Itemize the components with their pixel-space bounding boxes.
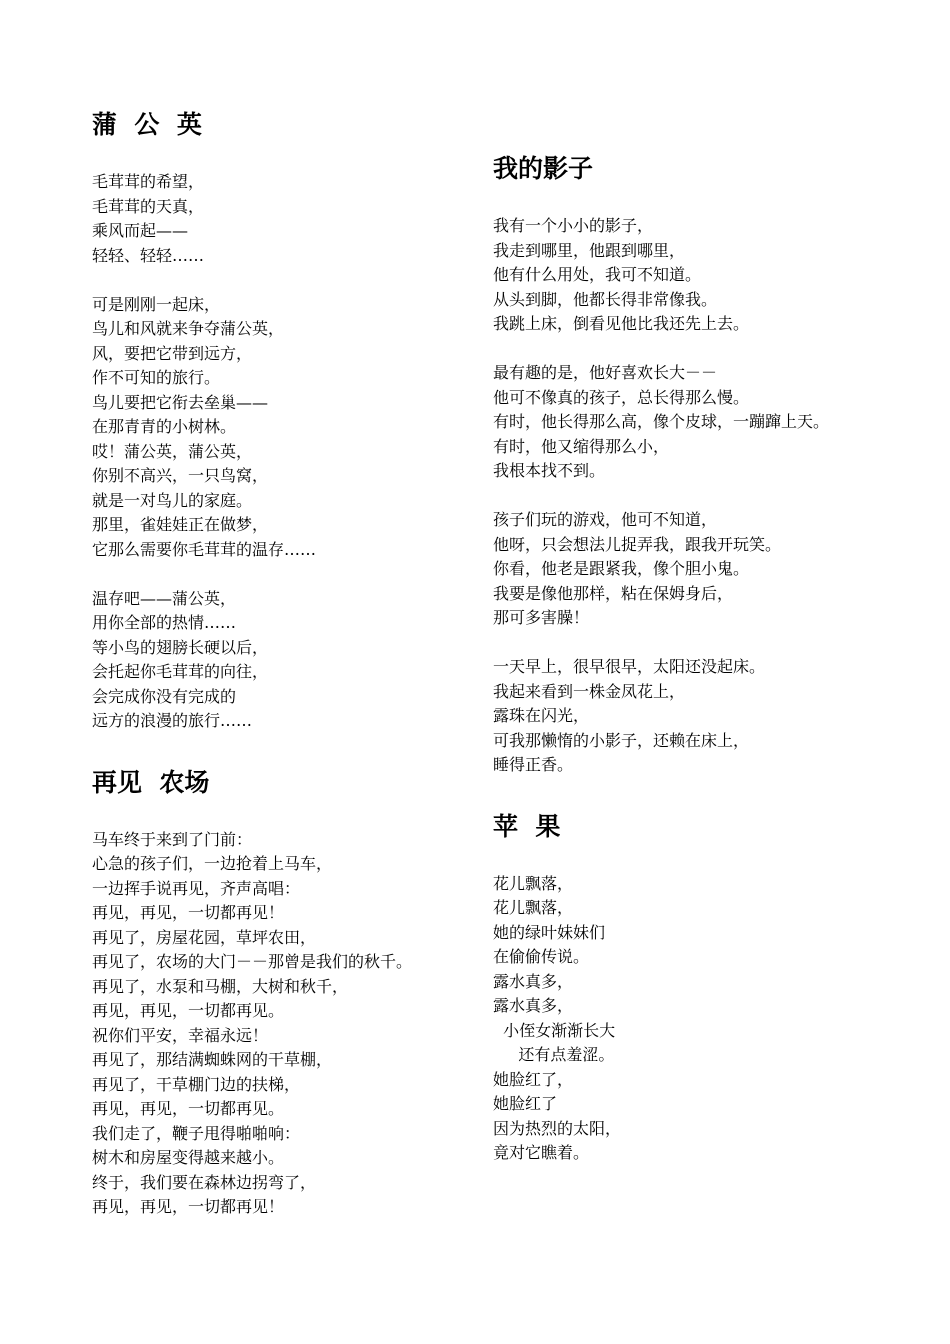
right-column <box>493 152 893 1166</box>
poem-line: 我要是像他那样，粘在保姆身后， <box>493 583 734 603</box>
poem-line: 她脸红了， <box>493 1069 574 1089</box>
poem-line: 花儿飘落， <box>493 873 574 893</box>
poem-line: 会完成你没有完成的 <box>92 686 237 706</box>
poem-line: 作不可知的旅行。 <box>92 368 221 387</box>
stanza <box>92 293 492 563</box>
poem-line: 会托起你毛茸茸的向往， <box>92 662 269 681</box>
poem-line: 一天早上，很早很早，太阳还没起床。 <box>493 657 766 676</box>
poem-line: 毛茸茸的天真， <box>92 196 205 216</box>
poem-line: 小侄女渐渐长大 <box>493 1020 616 1040</box>
poem-line: 他可不像真的孩子，总长得那么慢。 <box>493 387 750 407</box>
poem-line: 再见了，那结满蜘蛛网的干草棚， <box>92 1050 333 1069</box>
poem-farewell-farm <box>92 766 492 1220</box>
stanza <box>493 872 893 1166</box>
poem-line: 我们走了，鞭子甩得啪啪响： <box>92 1123 301 1143</box>
poem-line: 可我那懒惰的小影子，还赖在床上， <box>493 730 750 750</box>
poem-line: 一边挥手说再见，齐声高唱： <box>92 878 301 898</box>
poem-line: 还有点羞涩。 <box>493 1045 615 1064</box>
poem-line: 再见了，干草棚门边的扶梯， <box>92 1074 301 1094</box>
poem-line: 他有什么用处，我可不知道。 <box>493 265 702 284</box>
stanza <box>92 828 492 1220</box>
poem-line: 温存吧——蒲公英， <box>92 588 237 608</box>
poem-line: 再见，再见，一切都再见！ <box>92 903 285 922</box>
poem-line: 等小鸟的翅膀长硬以后， <box>92 637 269 657</box>
poem-line: 竟对它瞧着。 <box>493 1143 590 1162</box>
poem-my-shadow <box>493 152 893 778</box>
poem-line: 在偷偷传说。 <box>493 947 590 966</box>
poem-line: 马车终于来到了门前： <box>92 829 253 849</box>
poem-line: 我跳上床，倒看见他比我还先上去。 <box>493 314 750 333</box>
poem-line: 露水真多， <box>493 996 574 1015</box>
poem-line: 有时，他长得那么高，像个皮球，一蹦蹿上天。 <box>493 412 830 431</box>
poem-line: 乘风而起—— <box>92 221 189 240</box>
poem-line: 她脸红了 <box>493 1094 558 1113</box>
poem-line: 再见了，房屋花园，草坪农田， <box>92 927 317 947</box>
poem-line: 轻轻、轻轻…… <box>92 245 205 265</box>
poem-line: 祝你们平安，幸福永远！ <box>92 1025 269 1045</box>
poem-line: 我走到哪里，他跟到哪里， <box>493 240 686 260</box>
poem-line: 睡得正香。 <box>493 755 574 774</box>
poem-line: 就是一对鸟儿的家庭。 <box>92 490 253 510</box>
poem-line: 鸟儿和风就来争夺蒲公英， <box>92 319 285 338</box>
poem-line: 从头到脚，他都长得非常像我。 <box>493 289 718 309</box>
poem-title: 苹 果 <box>493 811 561 841</box>
poem-line: 你看，他老是跟紧我，像个胆小鬼。 <box>493 559 750 578</box>
poem-dandelion <box>92 108 492 734</box>
poem-line: 因为热烈的太阳， <box>493 1118 622 1138</box>
poem-line: 再见，再见，一切都再见！ <box>92 1197 285 1216</box>
poem-title: 我的影子 <box>493 154 594 183</box>
stanza <box>493 214 893 337</box>
poem-apple <box>493 810 893 1166</box>
stanza <box>493 361 893 484</box>
stanza <box>493 508 893 631</box>
stanza <box>493 655 893 778</box>
poem-line: 心急的孩子们，一边抢着上马车， <box>92 854 333 873</box>
poem-body <box>92 170 492 734</box>
poem-line: 鸟儿要把它衔去垒巢—— <box>92 392 269 412</box>
poem-line: 毛茸茸的希望， <box>92 172 205 191</box>
poem-body <box>92 828 492 1220</box>
poem-body <box>493 214 893 778</box>
poem-line: 你别不高兴，一只鸟窝， <box>92 466 269 485</box>
poem-line: 它那么需要你毛茸茸的温存…… <box>92 539 317 559</box>
poem-line: 再见了，农场的大门－－那曾是我们的秋千。 <box>92 952 413 971</box>
poem-line: 那里，雀娃娃正在做梦， <box>92 515 269 534</box>
poem-title: 蒲 公 英 <box>92 110 202 139</box>
stanza <box>92 587 492 734</box>
poem-line: 远方的浪漫的旅行…… <box>92 711 253 730</box>
poem-line: 有时，他又缩得那么小， <box>493 436 670 456</box>
poem-line: 露珠在闪光， <box>493 706 590 725</box>
stanza <box>92 170 492 268</box>
poem-line: 最有趣的是，他好喜欢长大－－ <box>493 363 718 382</box>
poem-line: 那可多害臊！ <box>493 608 590 627</box>
poem-line: 用你全部的热情…… <box>92 613 237 632</box>
poem-line: 可是刚刚一起床， <box>92 294 221 314</box>
poem-line: 孩子们玩的游戏，他可不知道， <box>493 510 718 529</box>
poem-line: 再见了，水泵和马棚，大树和秋千， <box>92 976 349 996</box>
poem-body <box>493 872 893 1166</box>
poem-line: 露水真多， <box>493 971 574 991</box>
poem-line: 风，要把它带到远方， <box>92 343 253 363</box>
poem-line: 我起来看到一株金凤花上， <box>493 681 686 701</box>
poem-line: 再见，再见，一切都再见。 <box>92 1001 285 1020</box>
poem-line: 树木和房屋变得越来越小。 <box>92 1148 285 1167</box>
poem-line: 花儿飘落， <box>493 898 574 917</box>
poem-line: 再见，再见，一切都再见。 <box>92 1099 285 1118</box>
poem-line: 哎！蒲公英，蒲公英， <box>92 441 253 461</box>
poem-line: 终于，我们要在森林边拐弯了， <box>92 1172 317 1192</box>
left-column <box>92 108 492 1220</box>
poem-line: 在那青青的小树林。 <box>92 417 237 436</box>
poem-line: 她的绿叶妹妹们 <box>493 922 606 942</box>
poem-line: 他呀，只会想法儿捉弄我，跟我开玩笑。 <box>493 534 782 554</box>
poem-line: 我有一个小小的影子， <box>493 216 654 235</box>
poem-line: 我根本找不到。 <box>493 461 606 480</box>
poem-title: 再见 农场 <box>92 767 210 797</box>
